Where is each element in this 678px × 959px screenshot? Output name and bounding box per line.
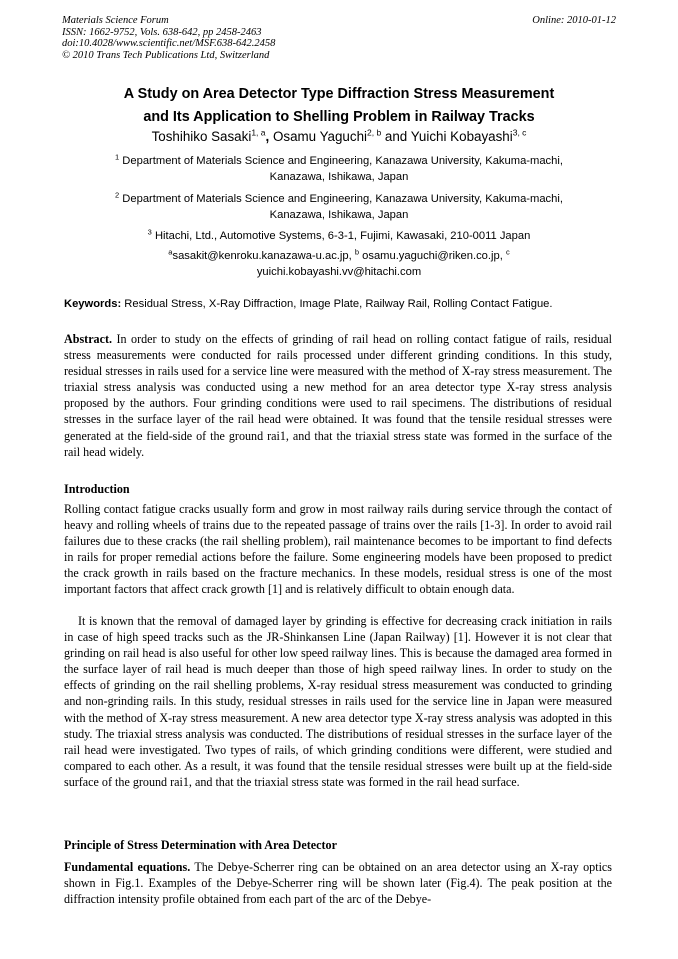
- affiliation-1-line-2: Kanazawa, Ishikawa, Japan: [269, 171, 409, 183]
- affiliation-3: [56, 228, 622, 244]
- author-3: Yuichi Kobayashi: [410, 129, 513, 144]
- section-heading-introduction: Introduction: [64, 482, 130, 496]
- email-c-sup: c: [505, 247, 510, 257]
- affiliation-1-num: 1: [115, 152, 120, 162]
- principle-paragraph: [64, 859, 612, 907]
- issn-line: ISSN: 1662-9752, Vols. 638-642, pp 2458-2463: [62, 26, 262, 38]
- author-1: Toshihiko Sasaki: [151, 129, 252, 144]
- abstract-label: Abstract.: [64, 332, 113, 346]
- email-b[interactable]: osamu.yaguchi@riken.co.jp,: [359, 250, 506, 262]
- copyright-line: © 2010 Trans Tech Publications Ltd, Switzerland: [62, 49, 270, 61]
- abstract-text: In order to study on the effects of grinding of rail head on rolling contact fatigue of rails, residual stress measurements were conducted for rails processed under different grinding conditions. In this study, residual stresses in rails used for a service line were measured with the method of X-ray stress measurement. The triaxial stress analysis was conducted using a new method for an area detector type X-ray stress analysis proposed by the authors. Four grinding conditions were used to rail specimens. The distributions of residual stresses in the surface layer of the rail head were obtained. It was found that the tensile residual stresses were generated at the field-side of the ground rai1, and that the triaxial stress state was formed in the surface of the rail head widely.: [64, 332, 612, 459]
- email-block: [56, 248, 622, 280]
- author-separator: and: [381, 129, 411, 144]
- affiliation-2-line-2: Kanazawa, Ishikawa, Japan: [269, 209, 409, 221]
- section-heading-principle: Principle of Stress Determination with Area Detector: [64, 838, 337, 852]
- title-line-2: and Its Application to Shelling Problem in Railway Tracks: [143, 109, 535, 125]
- paper-title: [40, 83, 638, 129]
- keywords-label: Keywords:: [64, 298, 122, 310]
- doi-line: doi:10.4028/www.scientific.net/MSF.638-642.2458: [62, 38, 276, 50]
- affiliation-1-line-1: Department of Materials Science and Engineering, Kanazawa University, Kakuma-machi,: [122, 155, 563, 167]
- affiliation-2-line-1: Department of Materials Science and Engineering, Kanazawa University, Kakuma-machi,: [122, 193, 563, 205]
- principle-text: The Debye-Scherrer ring can be obtained on an area detector using an X-ray optics shown in Fig.1. Examples of the Debye-Scherrer ring will be shown later (Fig.4). The peak position at the diffraction intensity profile obtained from each part of the arc of the Debye-: [64, 860, 613, 907]
- author-2-sup: 2, b: [367, 127, 382, 138]
- author-2: Osamu Yaguchi: [272, 129, 367, 144]
- email-b-sup: b: [354, 247, 360, 257]
- online-date: Online: 2010-01-12: [532, 15, 616, 26]
- abstract: [64, 331, 612, 460]
- affiliation-2-num: 2: [115, 190, 120, 200]
- keywords: [64, 296, 638, 312]
- affiliation-3-line: Hitachi, Ltd., Automotive Systems, 6-3-1, Fujimi, Kawasaki, 210-0011 Japan: [154, 230, 531, 242]
- subsection-label: Fundamental equations.: [64, 860, 191, 874]
- journal-name: Materials Science Forum: [62, 15, 169, 26]
- affiliation-3-num: 3: [147, 227, 152, 237]
- author-list: [20, 128, 658, 146]
- intro-paragraph-2: It is known that the removal of damaged layer by grinding is effective for decreasing crack initiation in rails in case of high speed tracks such as the JR-Shinkansen Line (Japan Railway) [1]. However it is not clear that grinding on rail head is also useful for other low speed railway lines. This is because the damaged area formed in the surface layer of rail head is much deeper than those of high speed railway lines. In order to study on the effects of grinding on the rail shelling problems, X-ray residual stress measurement was conducted to grinding and non-grinding rails. In this study, residual stresses in rails used for the service line in Japan were measured with the method of X-ray stress measurement. A new area detector type X-ray stress analysis was adopted in this study. The triaxial stress analysis was conducted. The distributions of residual stresses in the surface layer of the rail head were investigated. Two types of rails, of which grinding conditions were different, were studied and compared to each other. As a result, it was found that the tensile residual stresses were built up at the field-side surface of the ground rai1, and that the triaxial stress state was formed in the rail head surface.: [64, 614, 612, 789]
- author-3-sup: 3, c: [512, 127, 527, 138]
- journal-header: [62, 15, 616, 61]
- email-a[interactable]: sasakit@kenroku.kanazawa-u.ac.jp,: [172, 250, 355, 262]
- author-separator: ,: [265, 129, 273, 144]
- author-1-sup: 1, a: [251, 127, 266, 138]
- keywords-text: Residual Stress, X-Ray Diffraction, Image Plate, Railway Rail, Rolling Contact Fatigue.: [121, 298, 553, 310]
- affiliation-2: [56, 191, 622, 223]
- email-c[interactable]: yuichi.kobayashi.vv@hitachi.com: [256, 266, 422, 278]
- email-a-sup: a: [168, 247, 173, 257]
- intro-paragraph-1: Rolling contact fatigue cracks usually form and grow in most railway rails during service through the contact of heavy and rolling wheels of trains due to the repeated passage of trains over the rails [1-3]. In order to avoid rail failures due to these cracks (the rail shelling problem), rail maintenance becomes to be important to find defects in rails for proper remedial actions before the failure. Some engineering models have been proposed to predict the crack growth in rails based on the fracture mechanics. In these models, residual stress is one of the most important factors that affect crack growth [1] and is relatively difficult to obtain enough data.: [64, 502, 612, 597]
- title-line-1: A Study on Area Detector Type Diffraction Stress Measurement: [123, 86, 555, 102]
- affiliation-1: [56, 153, 622, 185]
